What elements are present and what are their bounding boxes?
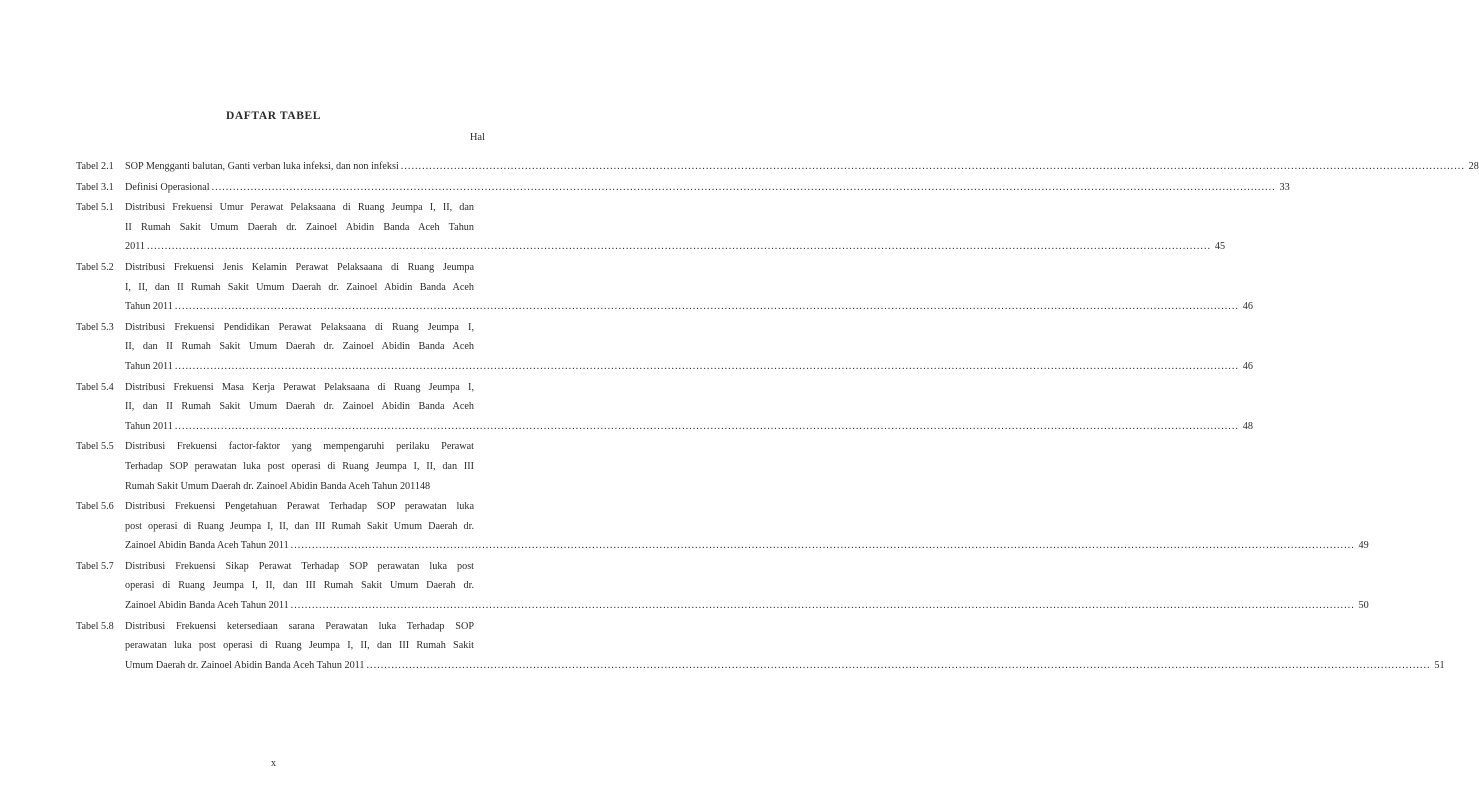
page-number: 46 (1242, 360, 1253, 372)
dot-leader: ............................................................................................................................................................................................................................................................................................................ (174, 360, 1239, 372)
caption-text: 2011 (125, 241, 145, 253)
caption-last-line (125, 417, 1253, 437)
toc-entry (76, 318, 1253, 377)
toc-entry (76, 497, 1369, 556)
table-number: Tabel 5.5 (76, 441, 114, 453)
caption-line: Distribusi Frekuensi factor-faktor yang mempengaruhi perilaku Perawat (125, 441, 474, 453)
caption-line: Distribusi Frekuensi Pendidikan Perawat Pelaksaana di Ruang Jeumpa I, (125, 321, 474, 333)
caption-line: II Rumah Sakit Umum Daerah dr. Zainoel Abidin Banda Aceh Tahun (125, 221, 474, 233)
caption-last-line (125, 157, 1479, 177)
table-number: Tabel 5.2 (76, 261, 114, 273)
caption-last-line (125, 477, 474, 497)
caption-line: I, II, dan II Rumah Sakit Umum Daerah dr. Zainoel Abidin Banda Aceh (125, 281, 474, 293)
toc-entry (76, 198, 1226, 257)
table-number: Tabel 5.7 (76, 560, 114, 572)
toc-entry (76, 617, 1445, 676)
dot-leader: ............................................................................................................................................................................................................................................................................................................ (400, 161, 1465, 172)
table-caption (125, 437, 474, 496)
toc-entry (76, 557, 1369, 616)
caption-last-line (125, 178, 1290, 198)
dot-leader: ............................................................................................................................................................................................................................................................................................................ (174, 301, 1239, 313)
table-list (76, 157, 1479, 676)
page-number: 49 (1358, 540, 1369, 552)
caption-last-line (125, 656, 1445, 676)
page-number: 33 (1279, 181, 1290, 193)
page-number: 50 (1358, 600, 1369, 612)
page-column-label: Hal (469, 132, 485, 143)
table-number: Tabel 5.6 (76, 501, 114, 513)
table-caption (125, 378, 1253, 437)
dot-leader: ............................................................................................................................................................................................................................................................................................................ (290, 540, 1355, 552)
table-caption (125, 198, 1226, 257)
toc-entry (76, 157, 1479, 177)
dot-leader: ............................................................................................................................................................................................................................................................................................................ (147, 241, 1212, 253)
table-caption (125, 318, 1253, 377)
page-number: 51 (1434, 659, 1445, 671)
table-number: Tabel 5.3 (76, 321, 114, 333)
table-caption (125, 617, 1445, 676)
caption-text: Tahun 2011 (125, 420, 173, 432)
toc-entry (76, 258, 1253, 317)
caption-text: Tahun 2011 (125, 360, 173, 372)
caption-text: Rumah Sakit Umum Daerah dr. Zainoel Abidin Banda Aceh Tahun 201148 (125, 480, 431, 492)
caption-line: perawatan luka post operasi di Ruang Jeumpa I, II, dan III Rumah Sakit (125, 640, 474, 652)
table-caption (125, 497, 1369, 556)
toc-entry (76, 178, 1290, 198)
dot-leader: ............................................................................................................................................................................................................................................................................................................ (211, 181, 1276, 193)
caption-text: Definisi Operasional (125, 181, 210, 193)
caption-text: Zainoel Abidin Banda Aceh Tahun 2011 (125, 600, 289, 612)
caption-line: Distribusi Frekuensi Sikap Perawat Terhadap SOP perawatan luka post (125, 560, 474, 572)
table-number: Tabel 5.4 (76, 381, 114, 393)
caption-line: operasi di Ruang Jeumpa I, II, dan III Rumah Sakit Umum Daerah dr. (125, 580, 474, 592)
caption-text: Zainoel Abidin Banda Aceh Tahun 2011 (125, 540, 289, 552)
table-number: Tabel 3.1 (76, 181, 114, 193)
caption-line: II, dan II Rumah Sakit Umum Daerah dr. Zainoel Abidin Banda Aceh (125, 401, 474, 413)
caption-line: Distribusi Frekuensi Jenis Kelamin Perawat Pelaksaana di Ruang Jeumpa (125, 261, 474, 273)
table-caption (125, 258, 1253, 317)
toc-entry (76, 437, 474, 496)
caption-line: II, dan II Rumah Sakit Umum Daerah dr. Zainoel Abidin Banda Aceh (125, 341, 474, 353)
page-number: 28 (1468, 161, 1479, 172)
page-number: 48 (1242, 420, 1253, 432)
page-title: DAFTAR TABEL (225, 110, 322, 122)
dot-leader: ............................................................................................................................................................................................................................................................................................................ (366, 659, 1431, 671)
table-number: Tabel 2.1 (76, 161, 114, 172)
table-number: Tabel 5.1 (76, 202, 114, 214)
caption-text: Umum Daerah dr. Zainoel Abidin Banda Aceh Tahun 2011 (125, 659, 365, 671)
page-number: 46 (1242, 301, 1253, 313)
caption-last-line (125, 237, 1226, 257)
caption-last-line (125, 297, 1253, 317)
table-caption (125, 557, 1369, 616)
caption-text: SOP Mengganti balutan, Ganti verban luka infeksi, dan non infeksi (125, 161, 399, 172)
caption-last-line (125, 357, 1253, 377)
caption-last-line (125, 596, 1369, 616)
table-number: Tabel 5.8 (76, 620, 114, 632)
page-number: 45 (1214, 241, 1226, 253)
caption-line: Distribusi Frekuensi Umur Perawat Pelaksaana di Ruang Jeumpa I, II, dan (125, 202, 474, 214)
caption-line: Distribusi Frekuensi ketersediaan sarana Perawatan luka Terhadap SOP (125, 620, 474, 632)
dot-leader: ............................................................................................................................................................................................................................................................................................................ (174, 420, 1239, 432)
dot-leader: ............................................................................................................................................................................................................................................................................................................ (290, 600, 1355, 612)
toc-entry (76, 378, 1253, 437)
caption-last-line (125, 536, 1369, 556)
caption-line: post operasi di Ruang Jeumpa I, II, dan III Rumah Sakit Umum Daerah dr. (125, 520, 474, 532)
caption-line: Distribusi Frekuensi Pengetahuan Perawat Terhadap SOP perawatan luka (125, 501, 474, 513)
table-caption (125, 178, 1290, 198)
page-number-footer: x (271, 758, 276, 769)
table-caption (125, 157, 1479, 177)
caption-text: Tahun 2011 (125, 301, 173, 313)
caption-line: Distribusi Frekuensi Masa Kerja Perawat Pelaksaana di Ruang Jeumpa I, (125, 381, 474, 393)
caption-line: Terhadap SOP perawatan luka post operasi di Ruang Jeumpa I, II, dan III (125, 460, 474, 472)
